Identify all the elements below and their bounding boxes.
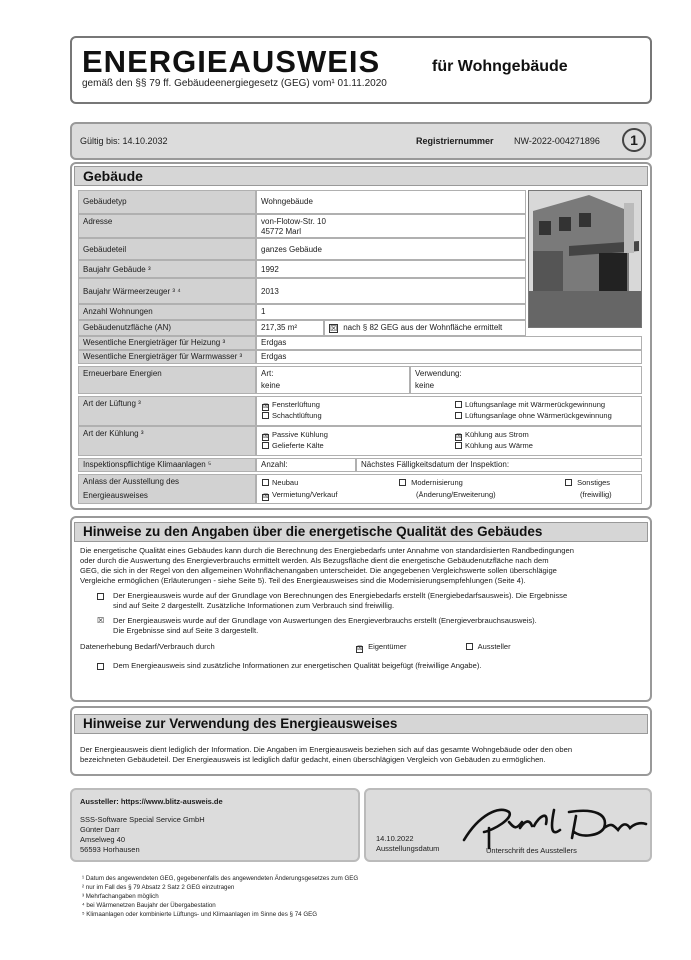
reg-label: Registriernummer (416, 136, 494, 146)
verwendung-p2: bezeichneten Gebäudeteil. Der Energieausweis ist lediglich dafür gedacht, einen überschlägigen Vergleich von Gebäuden zu ermöglichen. (80, 755, 546, 764)
valid-until: Gültig bis: 14.10.2032 (80, 136, 168, 146)
wohnungen-value: 1 (256, 304, 526, 320)
verwendung-title: Hinweise zur Verwendung des Energieausweises (74, 714, 648, 734)
kuehl1-checkbox[interactable]: ☒ (263, 434, 269, 440)
art-label: Art: (261, 369, 274, 378)
option-bedarf-a: Der Energieausweis wurde auf der Grundlage von Berechnungen des Energiebedarfs erstellt (Energiebedarfsausweis). Die Ergebnisse (113, 591, 568, 600)
heizung-label: Wesentliche Energieträger für Heizung ³ (78, 336, 256, 350)
erhebung-label: Datenerhebung Bedarf/Verbrauch durch (80, 642, 215, 651)
lueft3-option[interactable] (455, 400, 605, 410)
warmwasser-label: Wesentliche Energieträger für Warmwasser ³ (78, 350, 256, 364)
anlass4-label: Sonstiges (577, 478, 611, 487)
anlass1-option[interactable] (262, 478, 298, 488)
flaeche-label: Gebäudenutzfläche (AN) (78, 320, 256, 336)
lueft3-checkbox[interactable] (455, 401, 462, 408)
adresse-value (256, 214, 526, 238)
footnote-3: ³ Mehrfachangaben möglich (82, 893, 159, 900)
option-verbrauch-b: Die Ergebnisse sind auf Seite 3 dargestellt. (113, 626, 259, 635)
issuer-label: Aussteller: https://www.blitz-ausweis.de (80, 797, 223, 806)
anlass4-option[interactable] (565, 478, 610, 488)
anlass3-checkbox[interactable] (399, 479, 406, 486)
baujahr-label: Baujahr Gebäude ³ (78, 260, 256, 278)
kuehl4-label: Kühlung aus Wärme (465, 441, 533, 450)
anlass1-label: Neubau (272, 478, 299, 487)
signature-drawing (454, 800, 654, 850)
aussteller-checkbox[interactable] (466, 643, 473, 650)
hinweise-p4: Vergleiche ermöglichen (Erläuterungen - siehe Seite 5). Teil des Energieausweises sind die Modernisierungsempfehlungen (Seite 4). (80, 576, 526, 585)
hinweise-p1: Die energetische Qualität eines Gebäudes kann durch die Berechnung des Energiebedarfs unter Annahme von standardisierten Randbedingungen (80, 546, 574, 555)
art-value: keine (261, 381, 281, 390)
lueftung-label: Art der Lüftung ³ (78, 396, 256, 426)
issuer-line1: SSS-Software Special Service GmbH (80, 815, 205, 824)
lueft1-label: Fensterlüftung (272, 400, 320, 409)
warmwasser-value: Erdgas (256, 350, 642, 364)
teil-label: Gebäudeteil (78, 238, 256, 260)
lueft4-label: Lüftungsanlage ohne Wärmerückgewinnung (465, 411, 612, 420)
baujahr-value: 1992 (256, 260, 526, 278)
flaeche-note: nach § 82 GEG aus der Wohnfläche ermittelt (343, 323, 503, 332)
anlass3b: (Änderung/Erweiterung) (416, 490, 496, 499)
lueft2-label: Schachtlüftung (272, 411, 322, 420)
klima-label: Inspektionspflichtige Klimaanlagen ⁵ (78, 458, 256, 472)
flaeche-value: 217,35 m² (256, 320, 324, 336)
kuehl3-option[interactable] (455, 430, 529, 441)
eigentuemer-option[interactable] (356, 642, 406, 653)
hinweise-p3: GEG, die sich in der Regel von den allgemeinen Wohnflächenangaben unterscheidet. Die angegebenen Vergleichswerte sollen überschlägige (80, 566, 557, 575)
verwendung-p1: Der Energieausweis dient lediglich der Information. Die Angaben im Energieausweis beziehen sich auf das gesamte Wohngebäude oder den oben (80, 745, 573, 754)
kuehl3-checkbox[interactable]: ☒ (456, 434, 462, 440)
anlass2-label: Vermietung/Verkauf (272, 490, 338, 499)
aussteller-label: Aussteller (477, 642, 511, 651)
kuehl4-checkbox[interactable] (455, 442, 462, 449)
aussteller-option[interactable] (466, 642, 511, 652)
anlass-label-1: Anlass der Ausstellung des (83, 477, 180, 486)
lueft1-checkbox[interactable]: ☒ (263, 404, 269, 410)
zusatz-checkbox[interactable] (97, 663, 104, 670)
hinweise-p2: oder durch die Auswertung des Energieverbrauchs ermittelt werden. Als Bezugsfläche dient die energetische Gebäudenutzfläche nach dem (80, 556, 549, 565)
footnote-2: ² nur im Fall des § 79 Absatz 2 Satz 2 GEG einzutragen (82, 884, 235, 891)
verwendung-label: Verwendung: (415, 369, 462, 378)
anlass2-checkbox[interactable]: ☒ (263, 494, 269, 500)
verwendung-value: keine (415, 381, 435, 390)
kuehl1-option[interactable] (262, 430, 328, 441)
flaeche-note-cell (324, 320, 526, 336)
kuehl2-checkbox[interactable] (262, 442, 269, 449)
issue-date: 14.10.2022 (376, 834, 414, 843)
signature-label: Unterschrift des Ausstellers (486, 846, 577, 855)
heizung-value: Erdgas (256, 336, 642, 350)
kuehl2-option[interactable] (262, 441, 324, 451)
typ-label: Gebäudetyp (78, 190, 256, 214)
lueft2-option[interactable] (262, 411, 322, 421)
waerme-value: 2013 (256, 278, 526, 304)
adresse-line1: von-Flotow-Str. 10 (261, 217, 326, 226)
building-title: Gebäude (74, 166, 648, 186)
lueft3-label: Lüftungsanlage mit Wärmerückgewinnung (465, 400, 606, 409)
building-photo-drawing (529, 191, 642, 328)
signature-image (454, 800, 654, 850)
issuer-line2: Günter Darr (80, 825, 120, 834)
footnote-4: ⁴ bei Wärmenetzen Baujahr der Übergabestation (82, 902, 216, 909)
typ-value: Wohngebäude (256, 190, 526, 214)
hinweise-title: Hinweise zu den Angaben über die energetische Qualität des Gebäudes (74, 522, 648, 542)
building-photo (528, 190, 642, 328)
footnote-1: ¹ Datum des angewendeten GEG, gegebenenfalls des angewendeten Änderungsgesetzes zum GEG (82, 875, 359, 882)
doc-title: ENERGIEAUSWEIS (82, 44, 381, 79)
doc-subtitle: für Wohngebäude (432, 58, 568, 75)
kuehl3-label: Kühlung aus Strom (465, 430, 529, 439)
lueft1-option[interactable] (262, 400, 320, 411)
adresse-line2: 45772 Marl (261, 227, 302, 236)
wohnungen-label: Anzahl Wohnungen (78, 304, 256, 320)
verwendung-cell (410, 366, 642, 394)
option-bedarf-b: sind auf Seite 2 dargestellt. Zusätzliche Informationen zum Verbrauch sind freiwillig. (113, 601, 395, 610)
eigentuemer-checkbox[interactable]: ☒ (357, 646, 363, 652)
flaeche-note-checkbox[interactable]: ☒ (330, 324, 338, 333)
issuer-line3: Amselweg 40 (80, 835, 126, 844)
kuehl1-label: Passive Kühlung (272, 430, 328, 439)
lueft2-checkbox[interactable] (262, 412, 269, 419)
lueft4-checkbox[interactable] (455, 412, 462, 419)
anlass4-checkbox[interactable] (565, 479, 572, 486)
faellig-cell: Nächstes Fälligkeitsdatum der Inspektion: (356, 458, 642, 472)
anlass-label (78, 474, 256, 504)
erneuerbar-label: Erneuerbare Energien (78, 366, 256, 394)
anlass3-label: Modernisierung (411, 478, 463, 487)
adresse-label: Adresse (78, 214, 256, 238)
issuer-line4: 56593 Horhausen (80, 845, 140, 854)
zusatz-text: Dem Energieausweis sind zusätzliche Informationen zur energetischen Qualität beigefügt (freiwillige Angabe). (113, 661, 482, 670)
reg-number: NW-2022-004271896 (514, 136, 600, 146)
option-verbrauch-a: Der Energieausweis wurde auf der Grundlage von Auswertungen des Energieverbrauchs erstellt (Energieverbrauchsausweis). (113, 616, 537, 625)
kuehl2-label: Gelieferte Kälte (272, 441, 324, 450)
option-bedarf-checkbox[interactable] (97, 593, 104, 600)
teil-value: ganzes Gebäude (256, 238, 526, 260)
issue-date-label: Ausstellungsdatum (376, 844, 440, 853)
anlass2-option[interactable] (262, 490, 337, 501)
anlass3-option[interactable] (399, 478, 463, 488)
eigentuemer-label: Eigentümer (368, 642, 407, 651)
art-cell (256, 366, 410, 394)
anlass4b: (freiwillig) (580, 490, 612, 499)
lueft4-option[interactable] (455, 411, 612, 421)
anlass1-checkbox[interactable] (262, 479, 269, 486)
footnote-5: ⁵ Klimaanlagen oder kombinierte Lüftungs- und Klimaanlagen im Sinne des § 74 GEG (82, 911, 318, 918)
anlass-label-2: Energieausweises (83, 491, 148, 500)
option-verbrauch-checkbox[interactable]: ☒ (97, 616, 105, 625)
page-number: 1 (622, 128, 646, 152)
doc-law: gemäß den §§ 79 ff. Gebäudeenergiegesetz (GEG) vom¹ 01.11.2020 (82, 78, 387, 89)
kuehl4-option[interactable] (455, 441, 533, 451)
kuehlung-label: Art der Kühlung ³ (78, 426, 256, 456)
waerme-label: Baujahr Wärmeerzeuger ³ ⁴ (78, 278, 256, 304)
anzahl-cell: Anzahl: (256, 458, 356, 472)
